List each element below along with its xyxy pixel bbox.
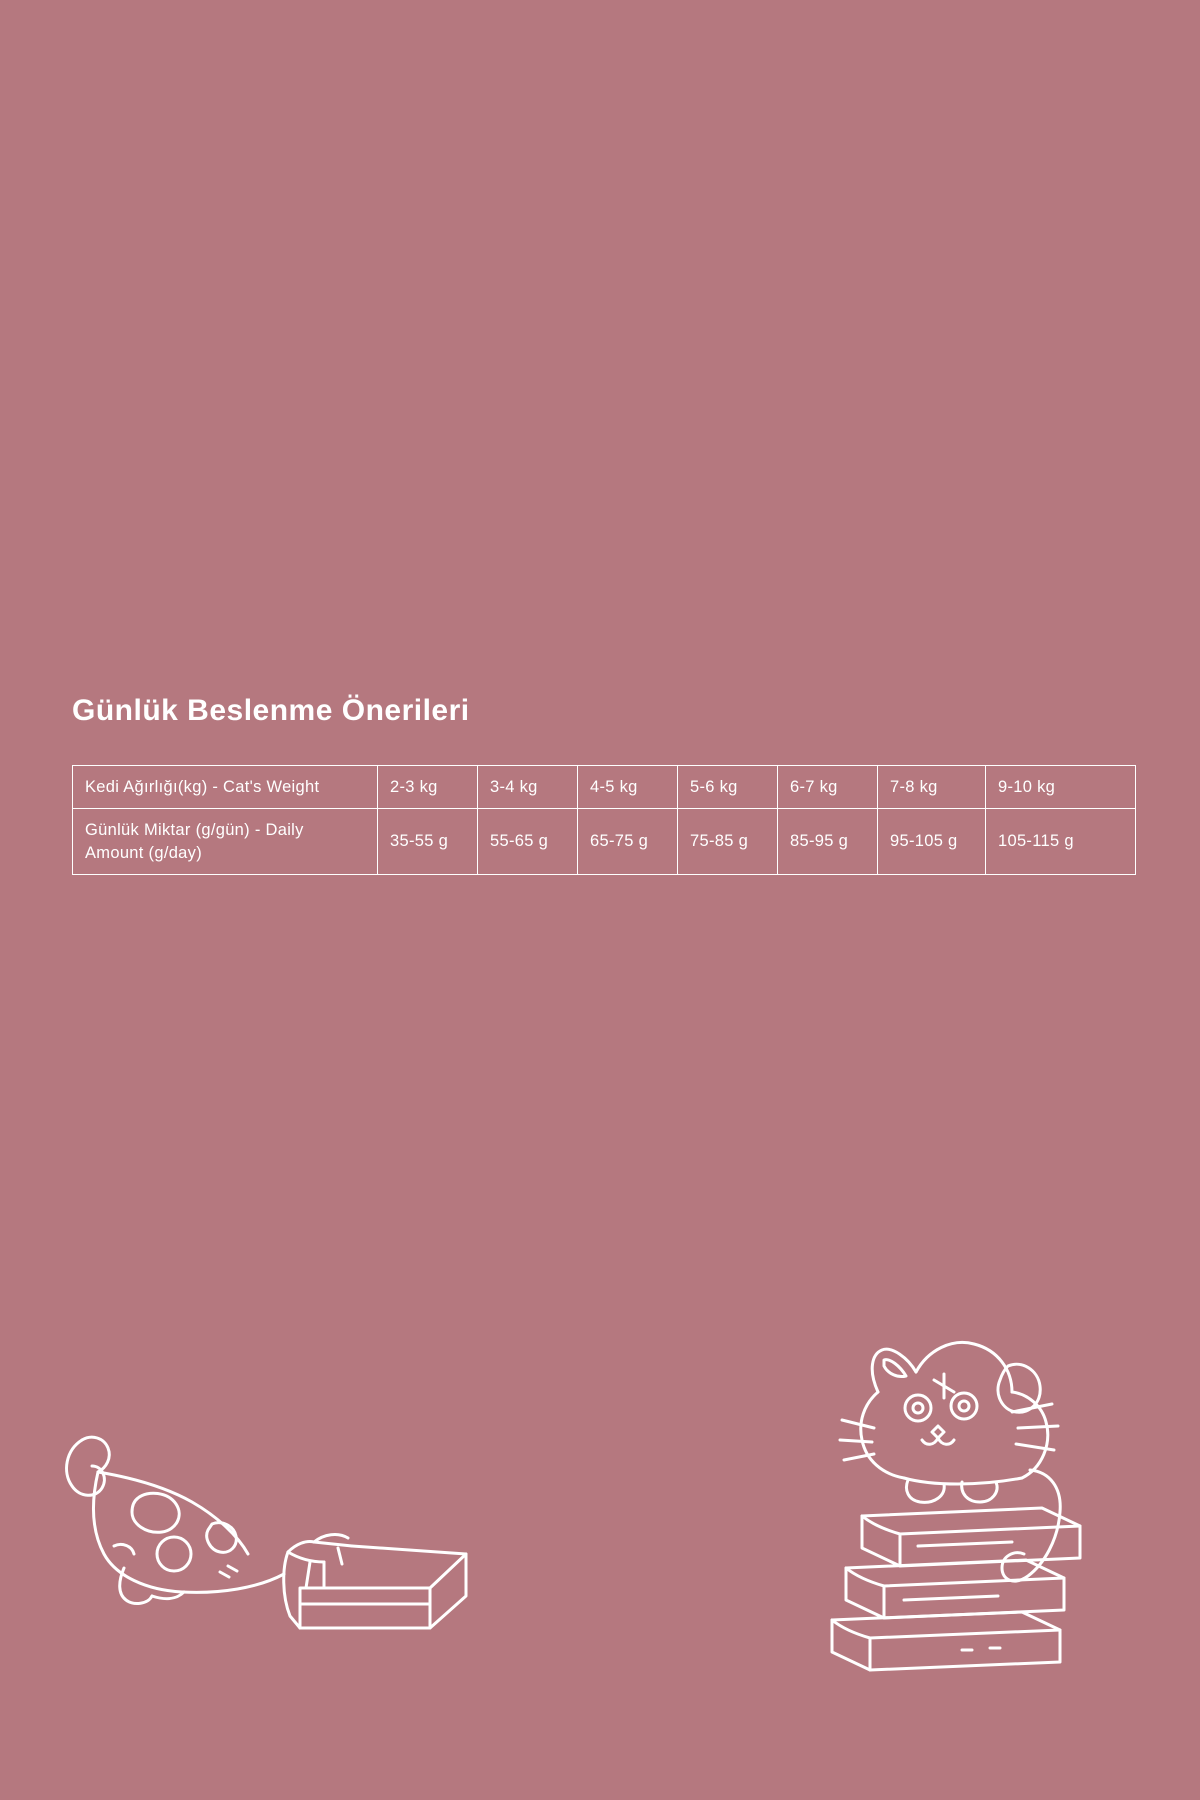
cat-on-books-illustration (812, 1320, 1132, 1680)
cell-weight-2: 3-4 kg (478, 766, 578, 809)
cell-weight-1: 2-3 kg (378, 766, 478, 809)
row-label-weight: Kedi Ağırlığı(kg) - Cat's Weight (73, 766, 378, 809)
cell-amount-5: 85-95 g (778, 809, 878, 875)
cell-weight-4: 5-6 kg (678, 766, 778, 809)
cell-weight-6: 7-8 kg (878, 766, 986, 809)
cell-amount-1: 35-55 g (378, 809, 478, 875)
page-title: Günlük Beslenme Önerileri (72, 694, 470, 727)
cell-amount-7: 105-115 g (986, 809, 1136, 875)
daily-feeding-table (72, 765, 1136, 875)
table-row-amount (73, 809, 1136, 875)
cell-weight-3: 4-5 kg (578, 766, 678, 809)
cell-weight-5: 6-7 kg (778, 766, 878, 809)
table-row-weight (73, 766, 1136, 809)
cell-amount-6: 95-105 g (878, 809, 986, 875)
cat-eating-food-bag-illustration (52, 1428, 492, 1678)
cell-amount-4: 75-85 g (678, 809, 778, 875)
row-label-amount: Günlük Miktar (g/gün) - Daily Amount (g/day) (73, 809, 378, 875)
cell-amount-3: 65-75 g (578, 809, 678, 875)
cell-weight-7: 9-10 kg (986, 766, 1136, 809)
cell-amount-2: 55-65 g (478, 809, 578, 875)
